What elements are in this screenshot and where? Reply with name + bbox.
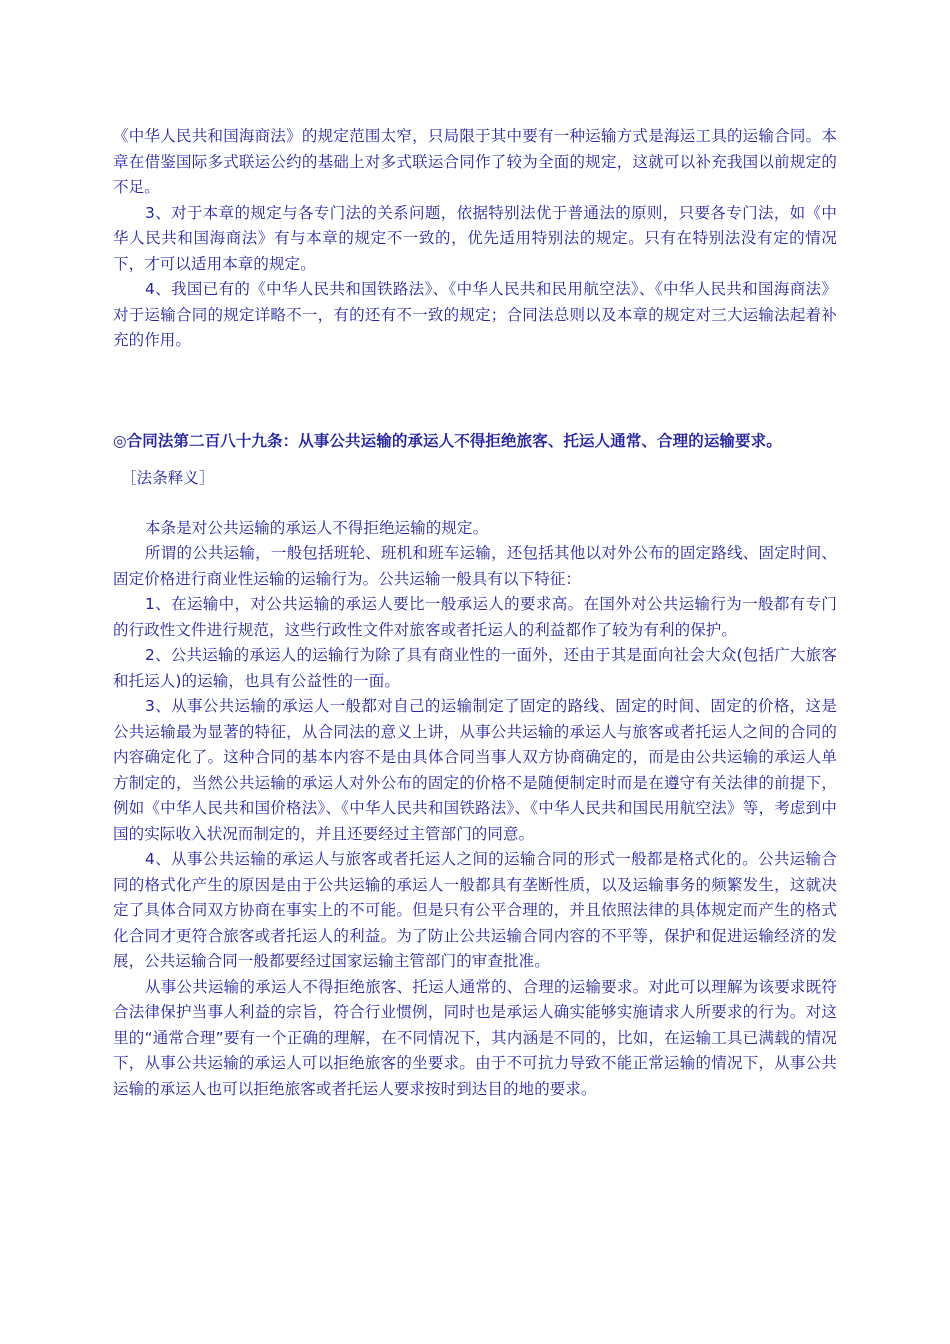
body-paragraph-1: 本条是对公共运输的承运人不得拒绝运输的规定。 bbox=[145, 518, 489, 537]
body-paragraph-4: 2、公共运输的承运人的运输行为除了具有商业性的一面外，还由于其是面向社会大众(包括广大旅客和托运人)的运输，也具有公益性的一面。 bbox=[113, 646, 837, 690]
intro-paragraph-1: 《中华人民共和国海商法》的规定范围太窄，只局限于其中要有一种运输方式是海运工具的运输合同。本章在借鉴国际多式联运公约的基础上对多式联运合同作了较为全面的规定，这就可以补充我国以前规定的不足。 bbox=[113, 127, 837, 196]
body-paragraph-7: 从事公共运输的承运人不得拒绝旅客、托运人通常的、合理的运输要求。对此可以理解为该要求既符合法律保护当事人利益的宗旨，符合行业惯例，同时也是承运人确实能够实施请求人所要求的行为。对这里的“通常合理”要有一个正确的理解，在不同情况下，其内涵是不同的，比如，在运输工具已满载的情况下，从事公共运输的承运人可以拒绝旅客的坐要求。由于不可抗力导致不能正常运输的情况下，从事公共运输的承运人也可以拒绝旅客或者托运人要求按时到达目的地的要求。 bbox=[113, 977, 837, 1098]
section-label: ［法条释义］ bbox=[121, 469, 215, 487]
intro-paragraph-2: 3、对于本章的规定与各专门法的关系问题，依据特别法优于普通法的原则，只要各专门法，如《中华人民共和国海商法》有与本章的规定不一致的，优先适用特别法的规定。只有在特别法没有定的情况下，才可以适用本章的规定。 bbox=[113, 203, 837, 273]
body-paragraph-6: 4、从事公共运输的承运人与旅客或者托运人之间的运输合同的形式一般都是格式化的。公共运输合同的格式化产生的原因是由于公共运输的承运人一般都具有垄断性质，以及运输事务的频繁发生，这就决定了具体合同双方协商在事实上的不可能。但是只有公平合理的，并且依照法律的具体规定而产生的格式化合同才更符合旅客或者托运人的利益。为了防止公共运输合同内容的不平等，保护和促进运输经济的发展，公共运输合同一般都要经过国家运输主管部门的审查批准。 bbox=[113, 850, 837, 970]
intro-paragraph-3: 4、我国已有的《中华人民共和国铁路法》、《中华人民共和民用航空法》、《中华人民共和国海商法》对于运输合同的规定详略不一，有的还有不一致的规定；合同法总则以及本章的规定对三大运输法起着补充的作用。 bbox=[113, 280, 837, 349]
body-paragraph-2: 所谓的公共运输，一般包括班轮、班机和班车运输，还包括其他以对外公布的固定路线、固定时间、固定价格进行商业性运输的运输行为。公共运输一般具有以下特征： bbox=[113, 544, 837, 588]
body-paragraph-5: 3、从事公共运输的承运人一般都对自己的运输制定了固定的路线、固定的时间、固定的价格，这是公共运输最为显著的特征，从合同法的意义上讲，从事公共运输的承运人与旅客或者托运人之间的合同的内容确定化了。这种合同的基本内容不是由具体合同当事人双方协商确定的，而是由公共运输的承运人单方制定的，当然公共运输的承运人对外公布的固定的价格不是随便制定时而是在遵守有关法律的前提下，例如《中华人民共和国价格法》、《中华人民共和国铁路法》、《中华人民共和国民用航空法》等，考虑到中国的实际收入状况而制定的，并且还要经过主管部门的同意。 bbox=[113, 697, 837, 843]
body-paragraph-3: 1、在运输中，对公共运输的承运人要比一般承运人的要求高。在国外对公共运输行为一般都有专门的行政性文件进行规范，这些行政性文件对旅客或者托运人的利益都作了较为有利的保护。 bbox=[113, 595, 837, 639]
document-page bbox=[113, 124, 837, 1102]
spacer bbox=[113, 492, 837, 516]
article-heading: ◎合同法第二百八十九条：从事公共运输的承运人不得拒绝旅客、托运人通常、合理的运输要求。 bbox=[113, 431, 782, 450]
spacer bbox=[113, 454, 837, 466]
spacer bbox=[113, 354, 837, 429]
